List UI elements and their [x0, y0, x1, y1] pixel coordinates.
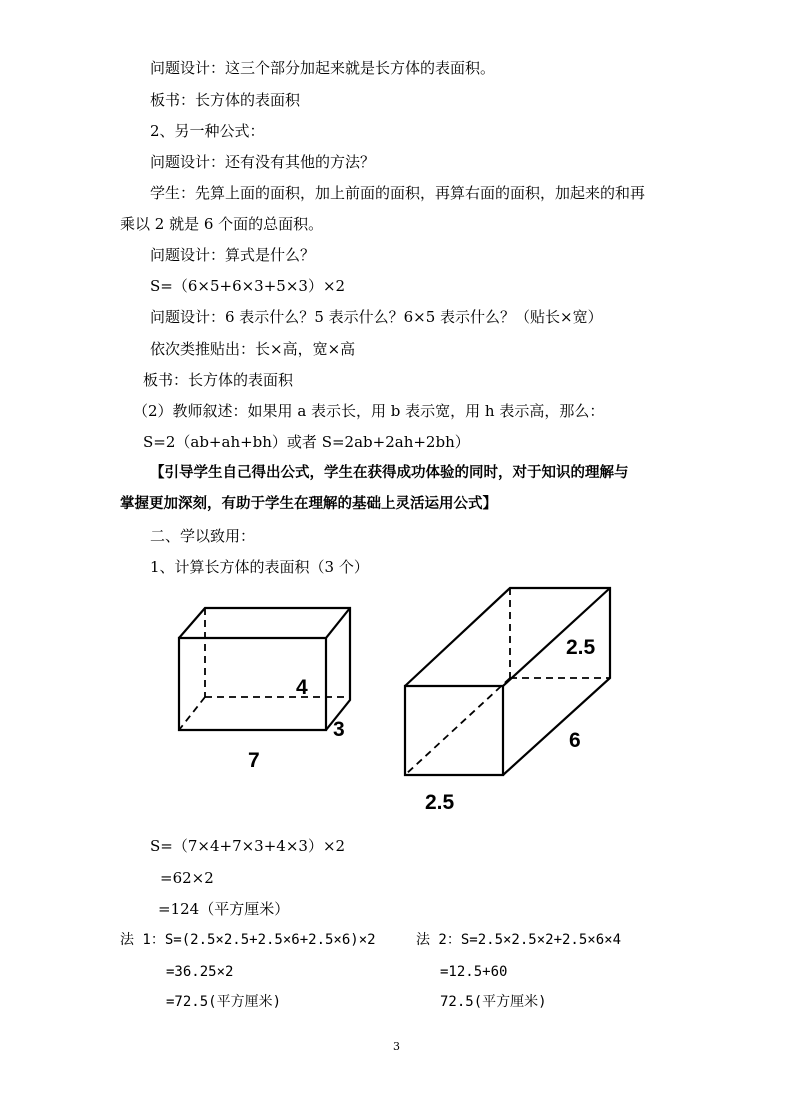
box1-length-label: 7: [248, 749, 260, 772]
calc-line: =124（平方厘米）: [158, 900, 290, 918]
text-line: 问题设计：算式是什么？: [150, 246, 316, 264]
cuboid-1: [179, 608, 350, 730]
emphasis-line: 掌握更加深刻，有助于学生在理解的基础上灵活运用公式】: [120, 496, 497, 512]
box1-width-label: 3: [333, 718, 345, 741]
emphasis-line: 【引导学生自己得出公式，学生在获得成功体验的同时，对于知识的理解与: [150, 465, 629, 481]
text-line: 1、计算长方体的表面积（3 个）: [150, 558, 369, 576]
box2-length-label: 6: [569, 729, 581, 752]
method1-line: =72.5(平方厘米): [166, 994, 282, 1010]
text-line: 乘以 2 就是 6 个面的总面积。: [120, 215, 324, 233]
text-line: 依次类推贴出：长×高，宽×高: [150, 340, 356, 358]
method2-line: =12.5+60: [440, 964, 508, 980]
method2-line: 72.5(平方厘米): [440, 994, 547, 1010]
text-line: 学生：先算上面的面积，加上前面的面积，再算右面的面积，加起来的和再: [150, 184, 646, 202]
text-line: 问题设计：还有没有其他的方法？: [150, 153, 376, 171]
text-line: 问题设计：这三个部分加起来就是长方体的表面积。: [150, 59, 496, 77]
method1-line: =36.25×2: [166, 964, 234, 980]
calc-line: S=（7×4+7×3+4×3）×2: [150, 837, 346, 855]
formula-line: S=2（ab+ah+bh）或者 S=2ab+2ah+2bh）: [143, 433, 470, 451]
calc-line: =62×2: [160, 869, 214, 887]
text-line: 板书：长方体的表面积: [150, 91, 301, 109]
formula-line: S=（6×5+6×3+5×3）×2: [150, 277, 346, 295]
box2-height-label: 2.5: [566, 636, 596, 659]
box2-width-label: 2.5: [425, 791, 455, 814]
method2-line: 法 2：S=2.5×2.5×2+2.5×6×4: [416, 932, 622, 948]
text-line: 问题设计：6 表示什么？5 表示什么？6×5 表示什么？（贴长×宽）: [150, 308, 603, 326]
text-line: （2）教师叙述：如果用 a 表示长，用 b 表示宽，用 h 表示高，那么：: [133, 402, 605, 420]
page-number: 3: [393, 1040, 400, 1053]
text-line: 板书：长方体的表面积: [143, 371, 294, 389]
section-heading: 二、学以致用：: [150, 527, 256, 545]
text-line: 2、另一种公式：: [150, 122, 265, 140]
box1-height-label: 4: [296, 676, 308, 699]
method1-line: 法 1：S=(2.5×2.5+2.5×6+2.5×6)×2: [120, 932, 376, 948]
